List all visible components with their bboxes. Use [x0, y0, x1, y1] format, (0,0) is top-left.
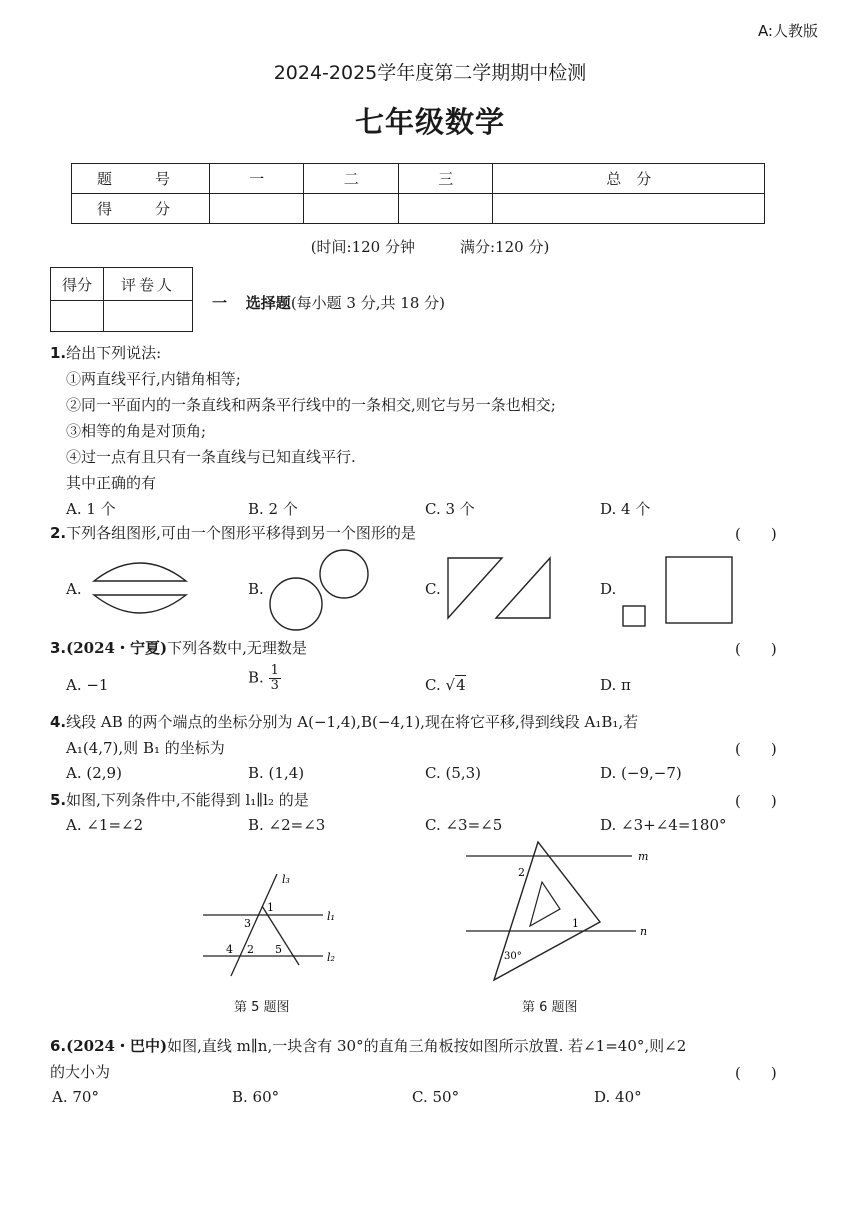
fig5-label-l3: l₃	[282, 873, 290, 886]
q2-option-a-label[interactable]: A.	[66, 580, 82, 598]
q2-option-c-label[interactable]: C.	[425, 580, 441, 598]
q1-stem	[50, 343, 161, 363]
q4-stem-line1	[50, 712, 638, 732]
q1-item-1: ①两直线平行,内错角相等;	[66, 370, 241, 388]
q3-fraction-num: 1	[270, 663, 279, 678]
q4-option-c[interactable]: C. (5,3)	[425, 764, 482, 782]
q2-b-circle-small	[270, 578, 322, 630]
fig5-caption: 第 5 题图	[234, 1000, 290, 1015]
q1-option-b[interactable]: B. 2 个	[248, 500, 298, 518]
score-cell-1[interactable]	[210, 194, 304, 224]
section-title: 选择题	[245, 294, 291, 312]
q6-option-c[interactable]: C. 50°	[412, 1088, 460, 1106]
fig6-caption: 第 6 题图	[522, 1000, 578, 1015]
fig5-label-l2: l₂	[327, 951, 335, 964]
q3-option-c[interactable]	[425, 676, 466, 694]
q1-stem-text: 给出下列说法:	[66, 344, 162, 362]
q1-option-a[interactable]: A. 1 个	[66, 500, 116, 518]
score-cell-3[interactable]	[398, 194, 492, 224]
section-heading	[212, 292, 445, 313]
q3-answer-paren[interactable]: ( )	[735, 640, 777, 658]
q2-b-circle-large	[320, 550, 368, 598]
q2-a-lower-segment	[94, 595, 186, 613]
q6-option-b[interactable]: B. 60°	[232, 1088, 280, 1106]
q2-stem	[50, 523, 416, 543]
score-header-part3: 三	[398, 164, 492, 194]
q1-option-d[interactable]: D. 4 个	[600, 500, 651, 518]
fig6-angle-30: 30°	[504, 951, 522, 962]
fig5-angle-4: 4	[226, 943, 233, 956]
q5-number: 5.	[50, 791, 67, 809]
q2-answer-paren[interactable]: ( )	[735, 525, 777, 543]
grader-person-cell[interactable]	[104, 301, 193, 332]
q3-number: 3.	[50, 639, 67, 657]
fig6-angle-1: 1	[572, 917, 579, 930]
q6-source: (2024・巴中)	[66, 1037, 168, 1055]
figure-5	[195, 868, 365, 994]
score-header-part1: 一	[210, 164, 304, 194]
grader-score-cell[interactable]	[51, 301, 104, 332]
q4-option-a[interactable]: A. (2,9)	[66, 764, 122, 782]
q2-option-d-label[interactable]: D.	[600, 580, 617, 598]
q2-a-upper-segment	[94, 563, 186, 581]
fig6-label-n: n	[640, 925, 648, 938]
q6-option-a[interactable]: A. 70°	[52, 1088, 99, 1106]
q5-stem	[50, 790, 309, 810]
grader-score-label: 得分	[51, 268, 104, 301]
q5-option-c[interactable]: C. ∠3=∠5	[425, 816, 503, 834]
score-header-label: 题 号	[72, 164, 210, 194]
fig6-triangle-inner	[530, 882, 560, 926]
q6-line1-text: 如图,直线 m∥n,一块含有 30°的直角三角板按如图所示放置. 若∠1=40°,则∠2	[167, 1037, 687, 1055]
exam-title: 2024-2025学年度第二学期期中检测	[273, 62, 587, 84]
section-number: 一	[212, 294, 228, 312]
q3-option-b-prefix: B.	[248, 668, 264, 687]
q2-c-triangle-1	[448, 558, 502, 618]
q6-stem-line1	[50, 1036, 686, 1056]
q3-fraction-den: 3	[270, 678, 279, 693]
fig5-angle-1: 1	[267, 901, 274, 914]
q3-option-a[interactable]: A. −1	[66, 676, 109, 694]
fig5-angle-5: 5	[275, 943, 282, 956]
q3-source: (2024・宁夏)	[66, 639, 168, 657]
q2-option-b-label[interactable]: B.	[248, 580, 264, 598]
score-row-label: 得 分	[72, 194, 210, 224]
fig5-label-l1: l₁	[327, 910, 335, 923]
q6-answer-paren[interactable]: ( )	[735, 1064, 777, 1082]
sqrt-icon: √	[445, 676, 456, 694]
q3-option-d[interactable]: D. π	[600, 676, 631, 694]
q1-item-4: ④过一点有且只有一条直线与已知直线平行.	[66, 448, 356, 466]
q5-option-b[interactable]: B. ∠2=∠3	[248, 816, 326, 834]
fig5-line-l3	[231, 874, 277, 976]
section-note: (每小题 3 分,共 18 分)	[290, 294, 445, 312]
edition-label: A:人教版	[757, 22, 818, 40]
q5-answer-paren[interactable]: ( )	[735, 792, 777, 810]
q1-item-2: ②同一平面内的一条直线和两条平行线中的一条相交,则它与另一条也相交;	[66, 396, 556, 414]
grader-box	[50, 267, 193, 332]
q2-figure-d	[620, 554, 740, 630]
score-table-header-row	[72, 164, 765, 194]
q2-d-square-large	[666, 557, 732, 623]
grader-person-label: 评卷人	[104, 268, 193, 301]
q5-option-d[interactable]: D. ∠3+∠4=180°	[600, 816, 727, 834]
fig6-angle-2: 2	[518, 866, 525, 879]
q2-stem-text: 下列各组图形,可由一个图形平移得到另一个图形的是	[66, 524, 416, 542]
q4-number: 4.	[50, 713, 67, 731]
score-header-total: 总 分	[493, 164, 765, 194]
q3-stem-text: 下列各数中,无理数是	[167, 639, 307, 657]
q4-option-d[interactable]: D. (−9,−7)	[600, 764, 682, 782]
q4-answer-paren[interactable]: ( )	[735, 740, 777, 758]
score-table	[71, 163, 765, 224]
score-cell-2[interactable]	[304, 194, 398, 224]
q2-number: 2.	[50, 524, 67, 542]
q5-option-a[interactable]: A. ∠1=∠2	[66, 816, 144, 834]
score-header-part2: 二	[304, 164, 398, 194]
exam-info: (时间:120 分钟 满分:120 分)	[310, 238, 550, 256]
q3-option-b[interactable]	[248, 664, 281, 693]
q2-c-triangle-2	[496, 558, 550, 618]
q1-item-3: ③相等的角是对顶角;	[66, 422, 207, 440]
q1-number: 1.	[50, 344, 67, 362]
q1-option-c[interactable]: C. 3 个	[425, 500, 475, 518]
figure-6	[460, 838, 660, 986]
q4-stem-line2: A₁(4,7),则 B₁ 的坐标为	[66, 739, 225, 757]
q2-figure-a	[92, 553, 188, 623]
q4-line1-text: 线段 AB 的两个端点的坐标分别为 A(−1,4),B(−4,1),现在将它平移,得到线段 A₁B₁,若	[66, 713, 639, 731]
score-table-score-row	[72, 194, 765, 224]
q2-figure-b	[268, 548, 370, 632]
q6-number: 6.	[50, 1037, 67, 1055]
q4-option-b[interactable]: B. (1,4)	[248, 764, 305, 782]
q2-d-square-small	[623, 606, 645, 626]
q1-tail: 其中正确的有	[66, 474, 157, 492]
q3-option-c-prefix: C.	[425, 676, 441, 694]
q3-radicand: 4	[456, 676, 466, 694]
fig5-angle-2: 2	[247, 943, 254, 956]
fig6-label-m: m	[638, 850, 649, 863]
q6-stem-line2: 的大小为	[50, 1063, 111, 1081]
score-cell-total[interactable]	[493, 194, 765, 224]
fig5-angle-3: 3	[244, 917, 251, 930]
q2-figure-c	[446, 556, 556, 620]
q5-stem-text: 如图,下列条件中,不能得到 l₁∥l₂ 的是	[66, 791, 309, 809]
q3-stem	[50, 638, 307, 658]
q3-fraction	[269, 664, 281, 693]
q6-option-d[interactable]: D. 40°	[594, 1088, 642, 1106]
exam-subject: 七年级数学	[354, 105, 505, 139]
